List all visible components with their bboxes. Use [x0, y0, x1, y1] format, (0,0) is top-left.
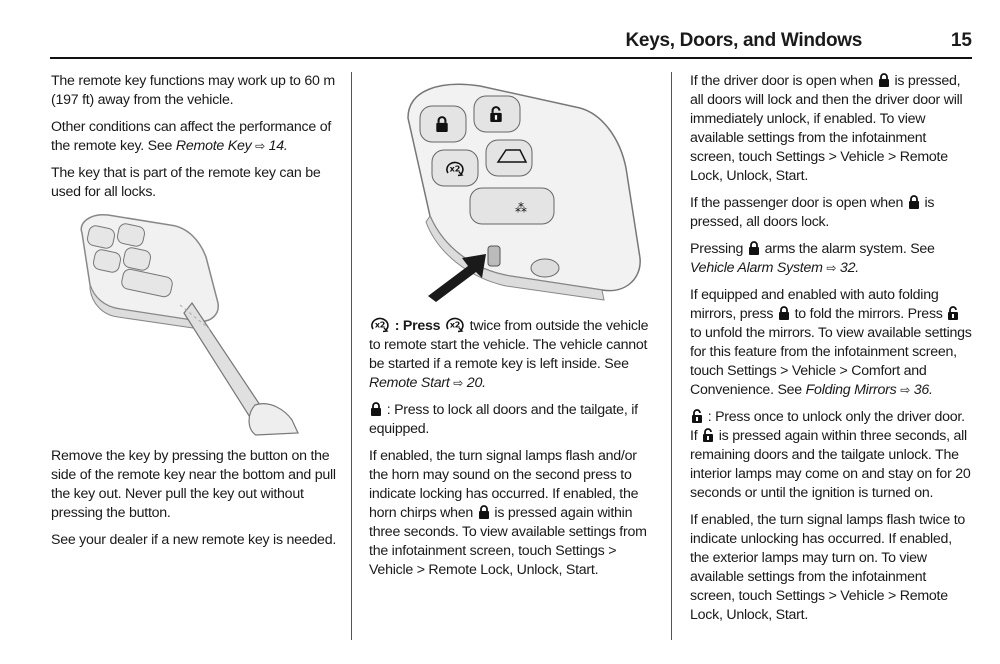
page-arrow-icon: ⇨: [453, 376, 464, 390]
remote-key-fob-illustration: [390, 78, 650, 303]
page-number: 15: [950, 30, 972, 51]
column-divider: [351, 72, 352, 640]
unlock-icon: [702, 428, 714, 442]
svg-text:⁂: ⁂: [515, 201, 527, 215]
page-arrow-icon: ⇨: [255, 139, 265, 153]
paragraph: : Press twice from outside the vehicle to remote start the vehicle. The vehicle cannot be started if a remote key is left inside. See Remote Start ⇨ 20.: [369, 318, 649, 391]
paragraph: : Press once to unlock only the driver door. If is pressed again within three seconds, all remaining doors and the tailgate unlock. The interior lamps may come on and stay on for 20 seconds or until the ignition is turned on.: [690, 409, 971, 501]
paragraph: If enabled, the turn signal lamps flash and/or the horn may sound on the second press to indicate locking has occurred. If enabled, the horn chirps when is pressed again within three seconds. To view available settings from the infotainment screen, touch Settings > Vehicle > Remote Lock, Unlock, Start.: [369, 448, 647, 578]
paragraph: Pressing arms the alarm system. See Vehicle Alarm System ⇨ 32.: [690, 241, 935, 276]
unlock-icon: [947, 306, 959, 320]
paragraph: Remove the key by pressing the button on the side of the remote key near the bottom and pull the key out. Never pull the key out without pressing the button.: [51, 448, 336, 521]
page-arrow-icon: ⇨: [826, 261, 837, 275]
unlock-icon: [691, 409, 703, 423]
paragraph: See your dealer if a new remote key is needed.: [51, 532, 337, 548]
paragraph: The remote key functions may work up to 60 m (197 ft) away from the vehicle.: [51, 73, 335, 108]
paragraph: : Press to lock all doors and the tailgate, if equipped.: [369, 402, 638, 437]
lock-icon: [778, 306, 790, 320]
page-arrow-icon: ⇨: [900, 383, 911, 397]
paragraph: If the passenger door is open when is pressed, all doors lock.: [690, 195, 935, 230]
column-right: [690, 72, 974, 633]
lock-icon: [748, 241, 760, 255]
paragraph: If enabled, the turn signal lamps flash twice to indicate unlocking has occurred. If enabled, the exterior lamps may turn on. To view available settings from the infotainment screen, touch Settings > Vehicle > Remote Lock, Unlock, Start.: [690, 512, 966, 623]
paragraph: The key that is part of the remote key can be used for all locks.: [51, 165, 321, 200]
cross-reference-link[interactable]: Folding Mirrors: [805, 382, 897, 398]
lock-icon: [478, 505, 490, 519]
cross-reference-link[interactable]: Remote Key: [175, 138, 252, 154]
remote-start-x2-icon: [445, 316, 465, 334]
column-left: [51, 72, 339, 210]
remote-start-x2-icon: [370, 316, 390, 334]
column-middle: [369, 316, 657, 588]
key-fob-removal-illustration: [60, 205, 350, 445]
paragraph: If equipped and enabled with auto folding mirrors, press to fold the mirrors. Press to unfold the mirrors. To view available settings for this feature from the infotainment screen, touch Settings > Vehicle > Comfort and Convenience. See Folding Mirrors ⇨ 36.: [690, 287, 972, 398]
section-title: Keys, Doors, and Windows: [625, 30, 862, 51]
lock-icon: [878, 73, 890, 87]
lock-icon: [908, 195, 920, 209]
column-divider: [671, 72, 672, 640]
lock-icon: [370, 402, 382, 416]
header-rule: [50, 57, 972, 59]
cross-reference-link[interactable]: Vehicle Alarm System: [690, 260, 823, 276]
paragraph: Other conditions can affect the performance of the remote key. See Remote Key ⇨ 14.: [51, 119, 332, 154]
paragraph: If the driver door is open when is pressed, all doors will lock and then the driver door will immediately unlock, if enabled. To view available settings from the infotainment screen, touch Settings > Vehicle > Remote Lock, Unlock, Start.: [690, 73, 963, 184]
column-left-lower: [51, 447, 339, 558]
page-header: [50, 30, 972, 58]
cross-reference-link[interactable]: Remote Start: [369, 375, 450, 391]
